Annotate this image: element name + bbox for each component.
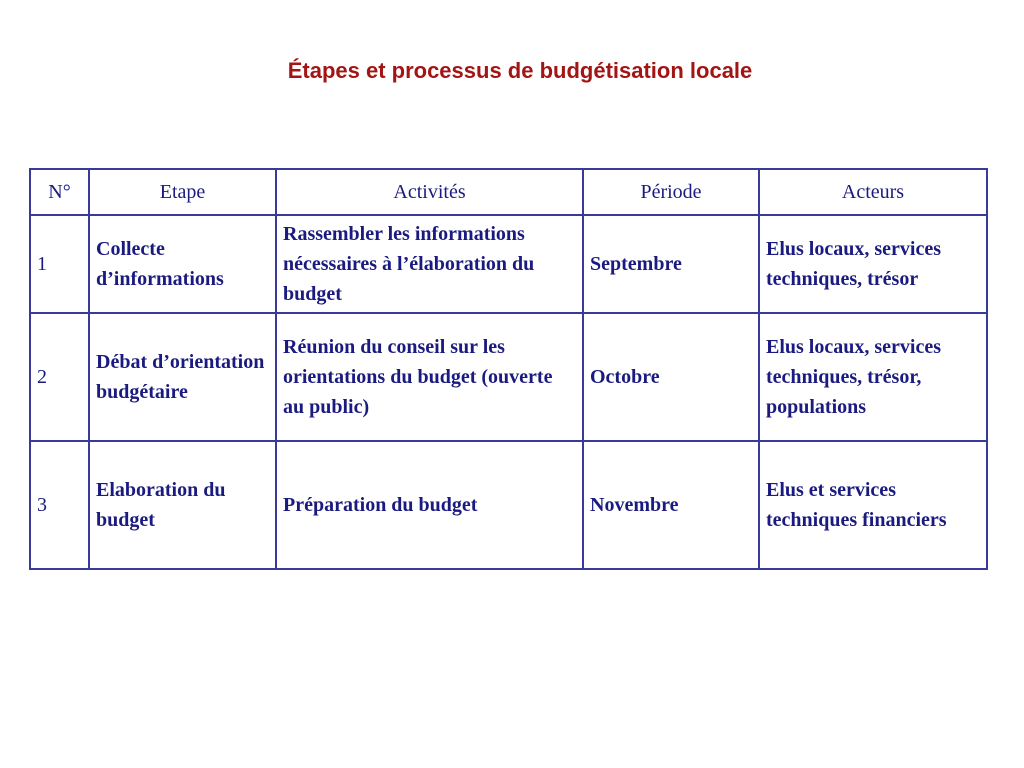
header-acteurs: Acteurs xyxy=(759,169,987,215)
header-num: N° xyxy=(30,169,89,215)
cell-activites: Préparation du budget xyxy=(276,441,583,569)
cell-etape: Elaboration du budget xyxy=(89,441,276,569)
cell-acteurs: Elus et services techniques financiers xyxy=(759,441,987,569)
cell-activites: Réunion du conseil sur les orientations du budget (ouverte au public) xyxy=(276,313,583,441)
cell-num: 2 xyxy=(30,313,89,441)
header-etape: Etape xyxy=(89,169,276,215)
cell-periode: Novembre xyxy=(583,441,759,569)
cell-periode: Septembre xyxy=(583,215,759,313)
table-row xyxy=(30,441,987,569)
cell-num: 3 xyxy=(30,441,89,569)
cell-etape: Débat d’orientation budgétaire xyxy=(89,313,276,441)
table-header-row xyxy=(30,169,987,215)
cell-etape: Collecte d’informations xyxy=(89,215,276,313)
cell-num: 1 xyxy=(30,215,89,313)
header-activites: Activités xyxy=(276,169,583,215)
table-row xyxy=(30,313,987,441)
table-row xyxy=(30,215,987,313)
cell-activites: Rassembler les informations nécessaires à l’élaboration du budget xyxy=(276,215,583,313)
budget-process-table xyxy=(29,168,988,570)
cell-acteurs: Elus locaux, services techniques, trésor xyxy=(759,215,987,313)
header-periode: Période xyxy=(583,169,759,215)
page-title: Étapes et processus de budgétisation locale xyxy=(287,58,753,83)
cell-periode: Octobre xyxy=(583,313,759,441)
cell-acteurs: Elus locaux, services techniques, trésor, populations xyxy=(759,313,987,441)
